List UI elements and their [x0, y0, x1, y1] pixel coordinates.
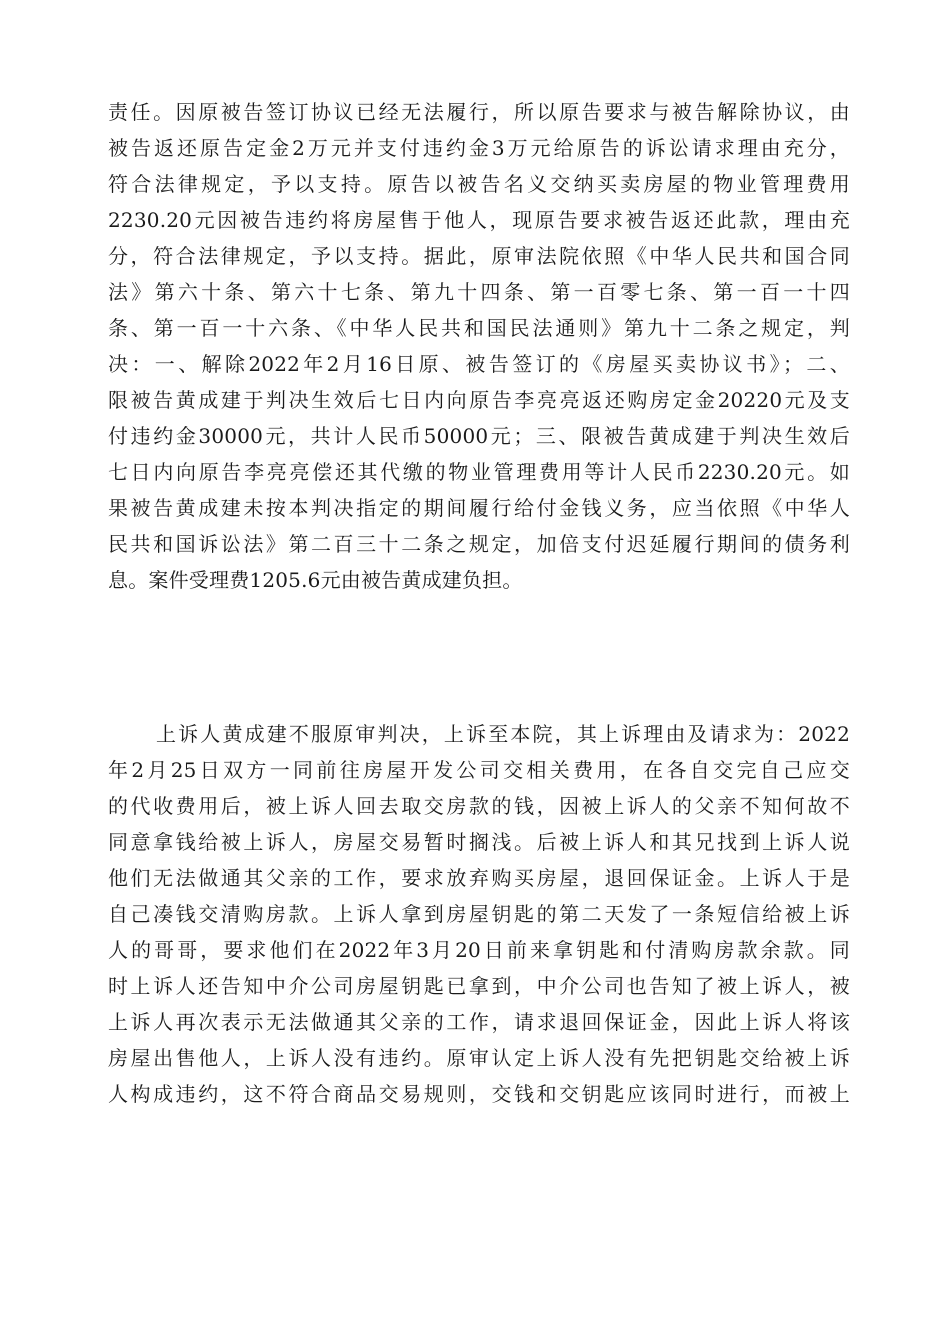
appeal-paragraph: [108, 716, 850, 1112]
text-line: 分，符合法律规定，予以支持。据此，原审法院依照《中华人民共和国合同: [108, 244, 850, 268]
text-line: 年2月25日双方一同前往房屋开发公司交相关费用，在各自交完自己应交: [108, 758, 850, 782]
text-line: 七日内向原告李亮亮偿还其代缴的物业管理费用等计人民币2230.20元。如: [108, 460, 850, 484]
text-line: 的代收费用后，被上诉人回去取交房款的钱，因被上诉人的父亲不知何故不: [108, 794, 850, 818]
text-line: 责任。因原被告签订协议已经无法履行，所以原告要求与被告解除协议，由: [108, 100, 850, 124]
text-line: 决：一、解除2022年2月16日原、被告签订的《房屋买卖协议书》；二、: [108, 352, 850, 376]
text-line: 条、第一百一十六条、《中华人民共和国民法通则》第九十二条之规定，判: [108, 316, 850, 340]
judgment-paragraph: [108, 94, 850, 598]
text-line: 符合法律规定，予以支持。原告以被告名义交纳买卖房屋的物业管理费用: [108, 172, 850, 196]
text-line: 被告返还原告定金2万元并支付违约金3万元给原告的诉讼请求理由充分，: [108, 136, 850, 160]
text-line: 果被告黄成建未按本判决指定的期间履行给付金钱义务，应当依照《中华人: [108, 496, 850, 520]
text-line: 付违约金30000元，共计人民币50000元；三、限被告黄成建于判决生效后: [108, 424, 850, 448]
text-line: 自己凑钱交清购房款。上诉人拿到房屋钥匙的第二天发了一条短信给被上诉: [108, 902, 850, 926]
text-line: 限被告黄成建于判决生效后七日内向原告李亮亮返还购房定金20220元及支: [108, 388, 850, 412]
text-line: 上诉人黄成建不服原审判决，上诉至本院，其上诉理由及请求为：2022: [156, 722, 850, 746]
text-line: 上诉人再次表示无法做通其父亲的工作，请求退回保证金，因此上诉人将该: [108, 1010, 850, 1034]
text-line: 人构成违约，这不符合商品交易规则，交钱和交钥匙应该同时进行，而被上: [108, 1082, 850, 1106]
text-line: 人的哥哥，要求他们在2022年3月20日前来拿钥匙和付清购房款余款。同: [108, 938, 850, 962]
text-line: 时上诉人还告知中介公司房屋钥匙已拿到，中介公司也告知了被上诉人，被: [108, 974, 850, 998]
text-line: 房屋出售他人，上诉人没有违约。原审认定上诉人没有先把钥匙交给被上诉: [108, 1046, 850, 1070]
text-line: 他们无法做通其父亲的工作，要求放弃购买房屋，退回保证金。上诉人于是: [108, 866, 850, 890]
text-line: 法》第六十条、第六十七条、第九十四条、第一百零七条、第一百一十四: [108, 280, 850, 304]
text-line: 民共和国诉讼法》第二百三十二条之规定，加倍支付迟延履行期间的债务利: [108, 532, 850, 556]
text-line: 息。案件受理费1205.6元由被告黄成建负担。: [108, 568, 523, 592]
text-line: 同意拿钱给被上诉人，房屋交易暂时搁浅。后被上诉人和其兄找到上诉人说: [108, 830, 850, 854]
text-line: 2230.20元因被告违约将房屋售于他人，现原告要求被告返还此款，理由充: [108, 208, 850, 232]
